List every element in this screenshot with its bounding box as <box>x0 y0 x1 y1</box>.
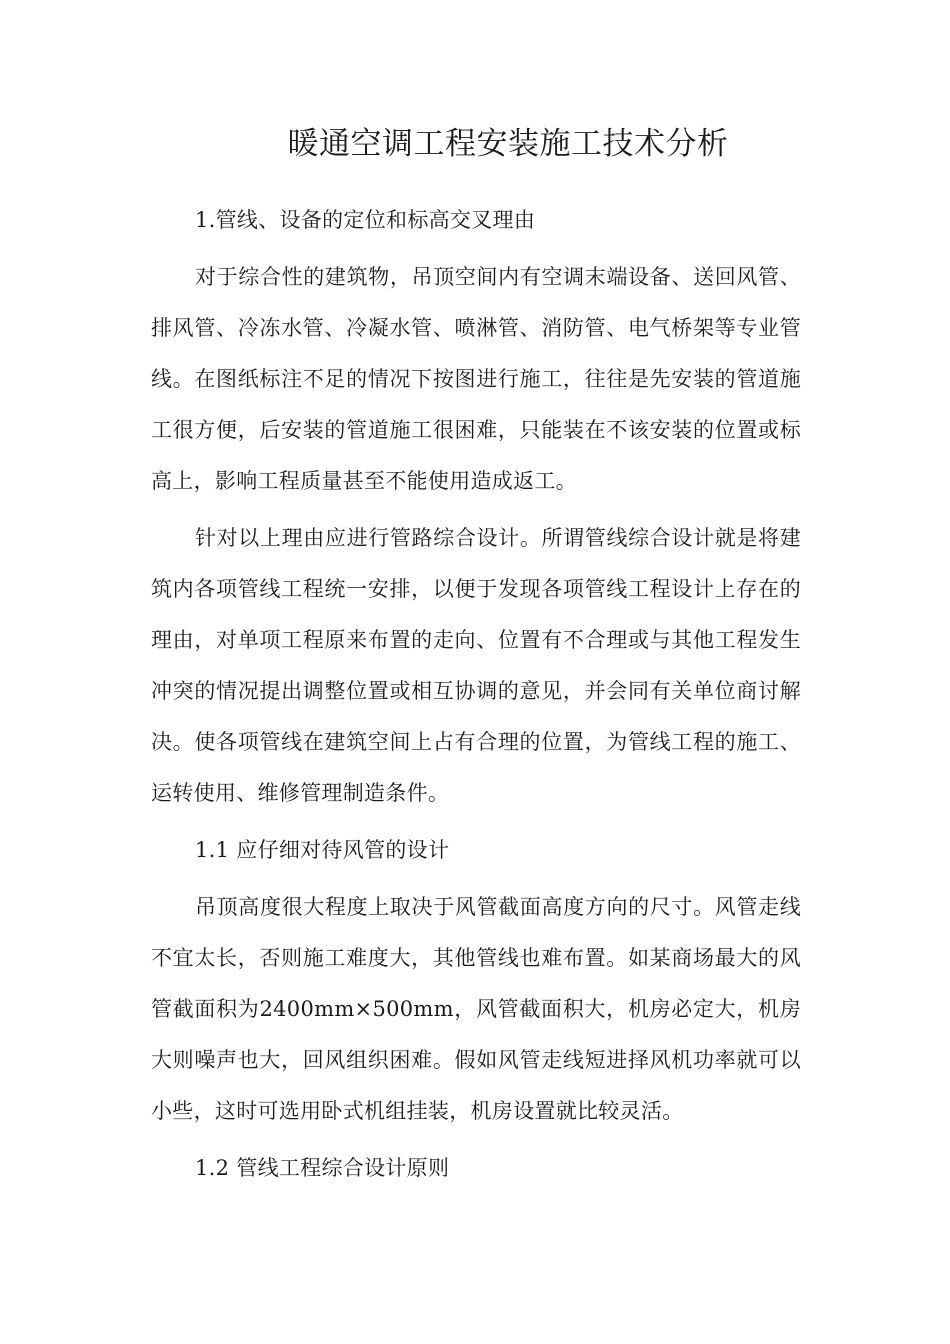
section-1-1-paragraph-1: 吊顶高度很大程度上取决于风管截面高度方向的尺寸。风管走线不宜太长，否则施工难度大，其他管线也难布置。如某商场最大的风管截面积为2400mm×500mm，风管截面积大，机房必定大，机房大则噪声也大，回风组织困难。假如风管走线短进择风机功率就可以小些，这时可选用卧式机组挂装，机房设置就比较灵活。 <box>151 895 801 1123</box>
section-1-1-heading: 1.1 应仔细对待风管的设计 <box>195 838 450 862</box>
document-body <box>151 195 801 1194</box>
section-1-heading: 1.管线、设备的定位和标高交叉理由 <box>195 208 536 232</box>
section-1-paragraph-1: 对于综合性的建筑物，吊顶空间内有空调末端设备、送回风管、排风管、冷冻水管、冷凝水管、喷淋管、消防管、电气桥架等专业管线。在图纸标注不足的情况下按图进行施工，往往是先安装的管道施工很方便，后安装的管道施工很困难，只能装在不该安装的位置或标高上，影响工程质量甚至不能使用造成返工。 <box>151 265 801 493</box>
section-1-2-heading: 1.2 管线工程综合设计原则 <box>195 1156 450 1180</box>
document-title: 暖通空调工程安装施工技术分析 <box>287 126 729 162</box>
section-1-paragraph-2: 针对以上理由应进行管路综合设计。所谓管线综合设计就是将建筑内各项管线工程统一安排，以便于发现各项管线工程设计上存在的理由，对单项工程原来布置的走向、位置有不合理或与其他工程发生冲突的情况提出调整位置或相互协调的意见，并会同有关单位商讨解决。使各项管线在建筑空间上占有合理的位置，为管线工程的施工、运转使用、维修管理制造条件。 <box>151 526 801 805</box>
